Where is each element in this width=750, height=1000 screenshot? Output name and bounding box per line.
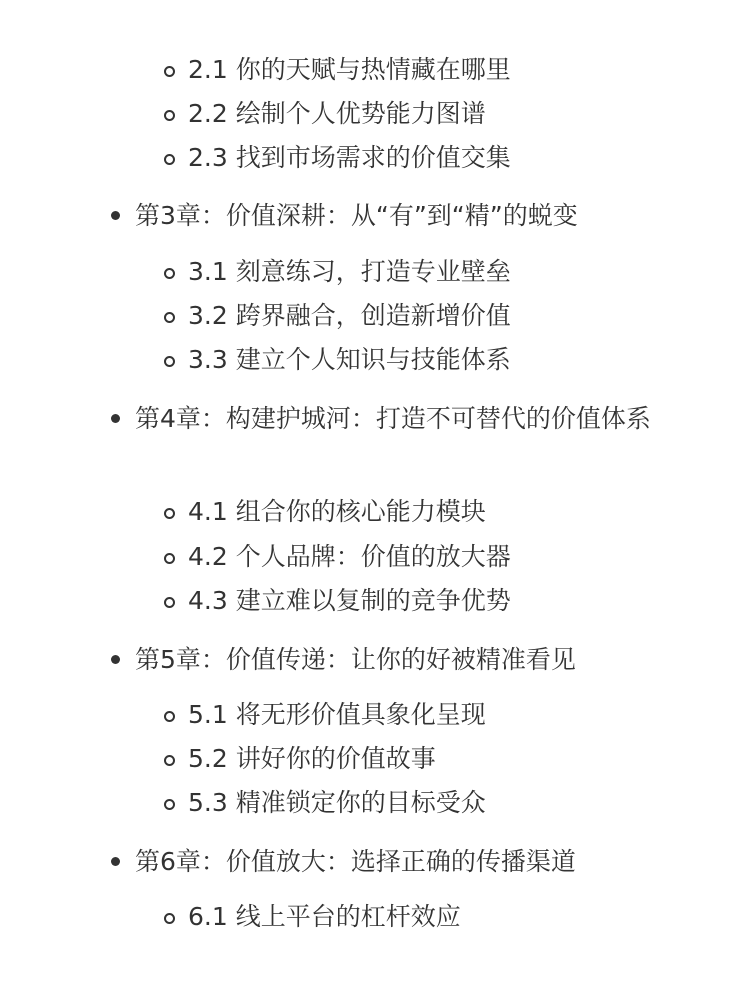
section-label: 5.2 讲好你的价值故事: [188, 744, 436, 773]
section-label: 3.2 跨界融合，创造新增价值: [188, 301, 511, 330]
chapter-title: 第6章：价值放大：选择正确的传播渠道: [135, 847, 576, 876]
section-label: 3.3 建立个人知识与技能体系: [188, 345, 511, 374]
section-label: 2.3 找到市场需求的价值交集: [188, 143, 511, 172]
chapter-title: 第4章：构建护城河：打造不可替代的价值体系: [135, 404, 651, 433]
disc-bullet-icon: [111, 211, 120, 220]
section-label: 4.3 建立难以复制的竞争优势: [188, 586, 511, 615]
section-label: 2.2 绘制个人优势能力图谱: [188, 99, 486, 128]
section-label: 4.2 个人品牌：价值的放大器: [188, 542, 511, 571]
circle-bullet-icon: [164, 711, 175, 722]
section-label: 5.3 精准锁定你的目标受众: [188, 788, 486, 817]
circle-bullet-icon: [164, 154, 175, 165]
disc-bullet-icon: [111, 655, 120, 664]
circle-bullet-icon: [164, 755, 175, 766]
section-label: 6.1 线上平台的杠杆效应: [188, 902, 461, 931]
circle-bullet-icon: [164, 356, 175, 367]
chapter-title: 第3章：价值深耕：从“有”到“精”的蜕变: [135, 201, 578, 230]
section-label: 3.1 刻意练习，打造专业壁垒: [188, 257, 511, 286]
disc-bullet-icon: [111, 414, 120, 423]
chapter-title: 第5章：价值传递：让你的好被精准看见: [135, 645, 576, 674]
circle-bullet-icon: [164, 597, 175, 608]
circle-bullet-icon: [164, 268, 175, 279]
section-label: 4.1 组合你的核心能力模块: [188, 497, 486, 526]
circle-bullet-icon: [164, 312, 175, 323]
circle-bullet-icon: [164, 110, 175, 121]
section-label: 5.1 将无形价值具象化呈现: [188, 700, 486, 729]
circle-bullet-icon: [164, 66, 175, 77]
circle-bullet-icon: [164, 508, 175, 519]
disc-bullet-icon: [111, 857, 120, 866]
section-label: 2.1 你的天赋与热情藏在哪里: [188, 55, 511, 84]
circle-bullet-icon: [164, 553, 175, 564]
circle-bullet-icon: [164, 913, 175, 924]
circle-bullet-icon: [164, 799, 175, 810]
